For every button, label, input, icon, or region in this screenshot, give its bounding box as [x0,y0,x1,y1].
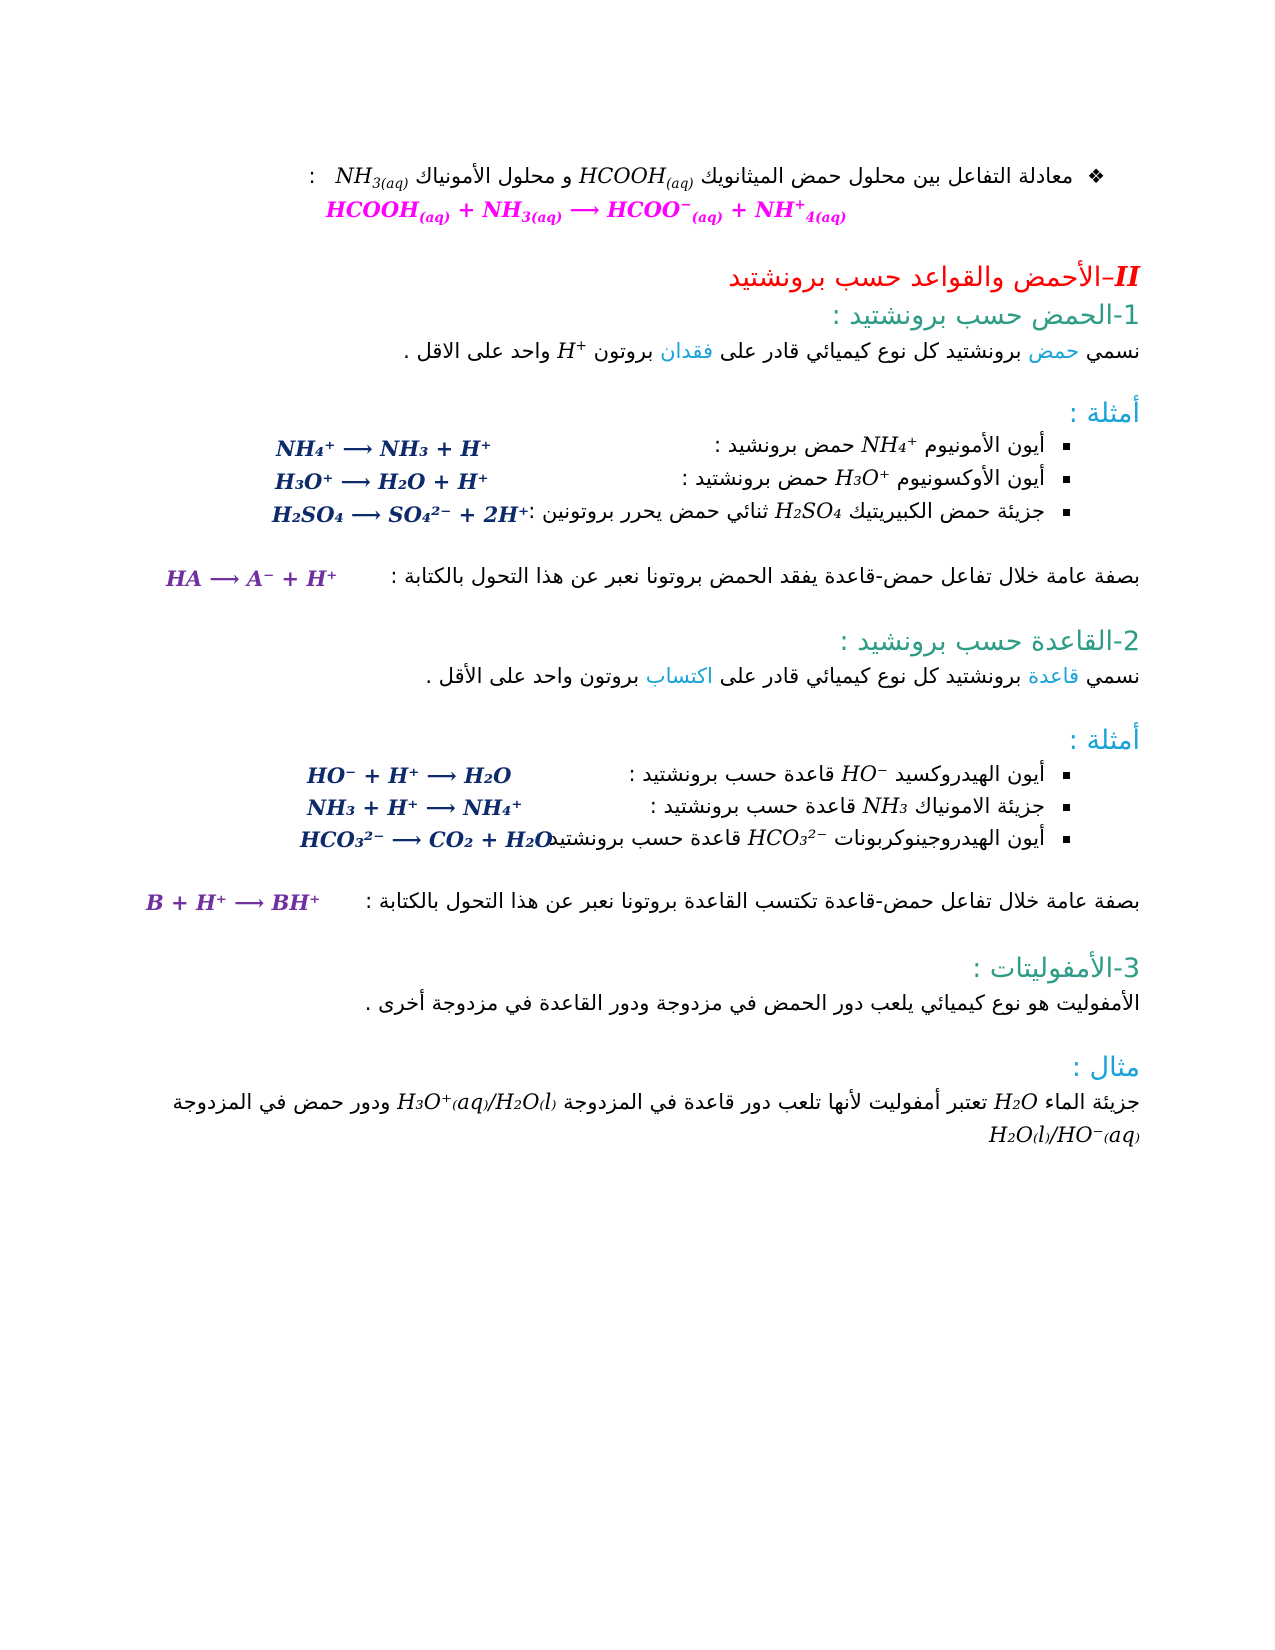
acid-example-2: أيون الأوكسونيوم H₃O⁺ حمض برونشتيد : [681,466,1070,490]
intro-line [308,164,1105,192]
acid-general-equation: HA ⟶ A⁻ + H⁺ [166,566,338,591]
acid-example-2-equation: H₃O⁺ ⟶ H₂O + H⁺ [275,469,489,494]
gain-keyword: اكتساب [645,664,713,688]
square-bullet-icon [1063,443,1070,450]
base-definition: نسمي قاعدة برونشتيد كل نوع كيميائي قادر على اكتساب بروتون واحد على الأقل . [425,664,1140,688]
ampholyte-definition: الأمفوليت هو نوع كيميائي يلعب دور الحمض في مزدوجة ودور القاعدة في مزدوجة أخرى . [364,991,1140,1015]
section-title: –الأحمض والقواعد حسب برونشتيد [728,262,1115,293]
intro-colon: : [308,164,316,188]
subsection-ampholyte-title: 3-الأمفوليتات : [972,953,1140,984]
acid-definition: نسمي حمض برونشتيد كل نوع كيميائي قادر على فقدان بروتون H+ واحد على الاقل . [403,338,1140,363]
square-bullet-icon [1063,804,1070,811]
acid-example-1: أيون الأمونيوم NH₄⁺ حمض برونشيد : [714,433,1070,457]
acid-keyword: حمض [1028,339,1080,363]
intro-formula-a: $HCOOH_{(aq)}$ [578,164,694,193]
acid-example-1-equation: NH₄⁺ ⟶ NH₃ + H⁺ [276,436,492,461]
example-ampholyte-title: مثال : [1071,1052,1140,1083]
intro-text-a: معادلة التفاعل بين محلول حمض الميثانويك [700,164,1074,188]
base-example-2-equation: NH₃ + H⁺ ⟶ NH₄⁺ [307,795,523,820]
intro-formula-b: $NH_{3(aq)}$ [335,164,409,193]
ampholyte-example-line-2: H₂O₍l₎/HO⁻₍aq₎ [989,1123,1140,1147]
acid-example-3-equation: H₂SO₄ ⟶ SO₄²⁻ + 2H⁺ [272,502,530,527]
intro-equation: $HCOOH_{(aq)} + NH_{3(aq)}$ ⟶ $HCOO^-_{(aq)} + NH^+_{4(aq)}$ [326,197,847,227]
subsection-base-title: 2-القاعدة حسب برونشيد : [839,626,1140,657]
intro-text-b: و محلول الأمونياك [415,164,573,188]
square-bullet-icon [1063,772,1070,779]
base-example-1: أيون الهيدروكسيد HO⁻ قاعدة حسب برونشتيد : [628,762,1070,786]
section-heading [728,262,1140,293]
acid-general-statement: بصفة عامة خلال تفاعل حمض-قاعدة يفقد الحمض بروتونا نعبر عن هذا التحول بالكتابة : [390,564,1140,588]
loss-keyword: فقدان [660,339,714,363]
acid-example-3: جزيئة حمض الكبيريتيك H₂SO₄ ثنائي حمض يحرر بروتونين : [528,499,1070,523]
square-bullet-icon [1063,509,1070,516]
ampholyte-example-line-1: جزيئة الماء H₂O تعتبر أمفوليت لأنها تلعب دور قاعدة في المزدوجة H₃O⁺₍aq₎/H₂O₍l₎ ودور حمض في المزدوجة [172,1090,1140,1114]
examples-base-title: أمثلة : [1068,725,1140,756]
subsection-acid-title: 1-الحمض حسب برونشتيد : [831,300,1140,331]
base-general-equation: B + H⁺ ⟶ BH⁺ [146,890,321,915]
diamond-bullet-icon: ❖ [1087,164,1105,188]
examples-acid-title: أمثلة : [1068,398,1140,429]
square-bullet-icon [1063,836,1070,843]
base-example-1-equation: HO⁻ + H⁺ ⟶ H₂O [307,763,512,788]
base-general-statement: بصفة عامة خلال تفاعل حمض-قاعدة تكتسب القاعدة بروتونا نعبر عن هذا التحول بالكتابة : [365,889,1140,913]
base-example-3: أيون الهيدروجينوكربونات HCO₃²⁻ قاعدة حسب برونشتيد : [535,826,1070,850]
base-example-2: جزيئة الامونياك NH₃ قاعدة حسب برونشتيد : [650,794,1070,818]
base-keyword: قاعدة [1028,664,1080,688]
square-bullet-icon [1063,476,1070,483]
section-numeral: II [1114,262,1140,293]
base-example-3-equation: HCO₃²⁻ ⟶ CO₂ + H₂O [300,827,553,852]
